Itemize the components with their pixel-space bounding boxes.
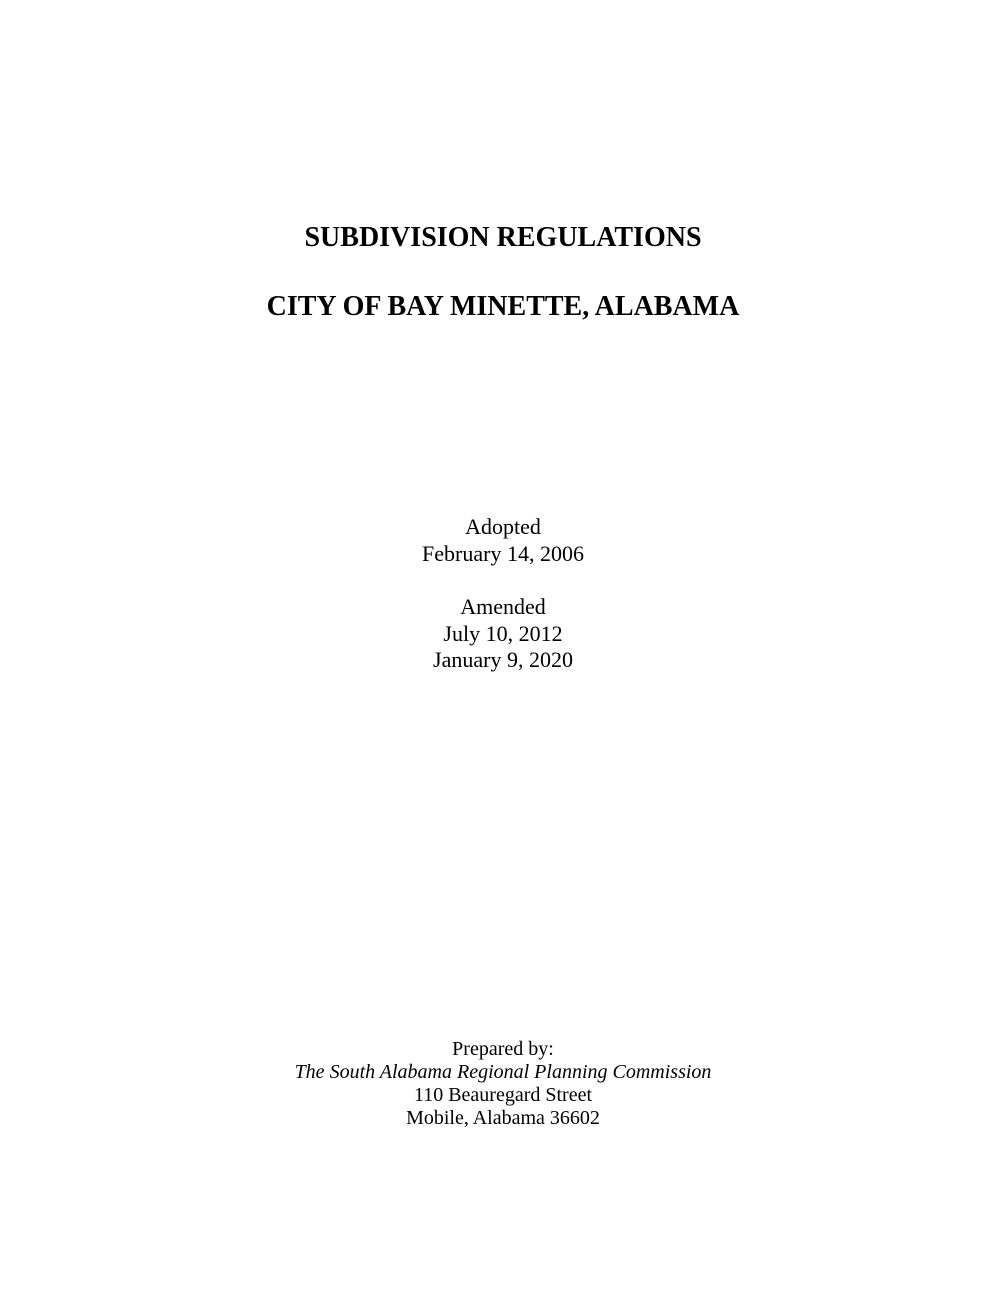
amended-date: January 9, 2020 — [433, 647, 573, 672]
amended-date: July 10, 2012 — [443, 620, 563, 646]
prepared-by-label: Prepared by: — [452, 1038, 554, 1060]
adopted-label: Adopted — [465, 514, 541, 539]
adopted-date: February 14, 2006 — [422, 540, 584, 566]
document-title: SUBDIVISION REGULATIONS — [304, 222, 702, 253]
adoption-block — [0, 514, 1006, 567]
preparer-address-street: 110 Beauregard Street — [413, 1084, 593, 1106]
preparer-block — [0, 1038, 1006, 1130]
amended-label: Amended — [460, 594, 546, 619]
amendment-block — [0, 594, 1006, 674]
preparer-address-city: Mobile, Alabama 36602 — [406, 1107, 600, 1129]
preparer-organization: The South Alabama Regional Planning Commission — [294, 1061, 712, 1083]
document-subtitle: CITY OF BAY MINETTE, ALABAMA — [266, 291, 740, 322]
